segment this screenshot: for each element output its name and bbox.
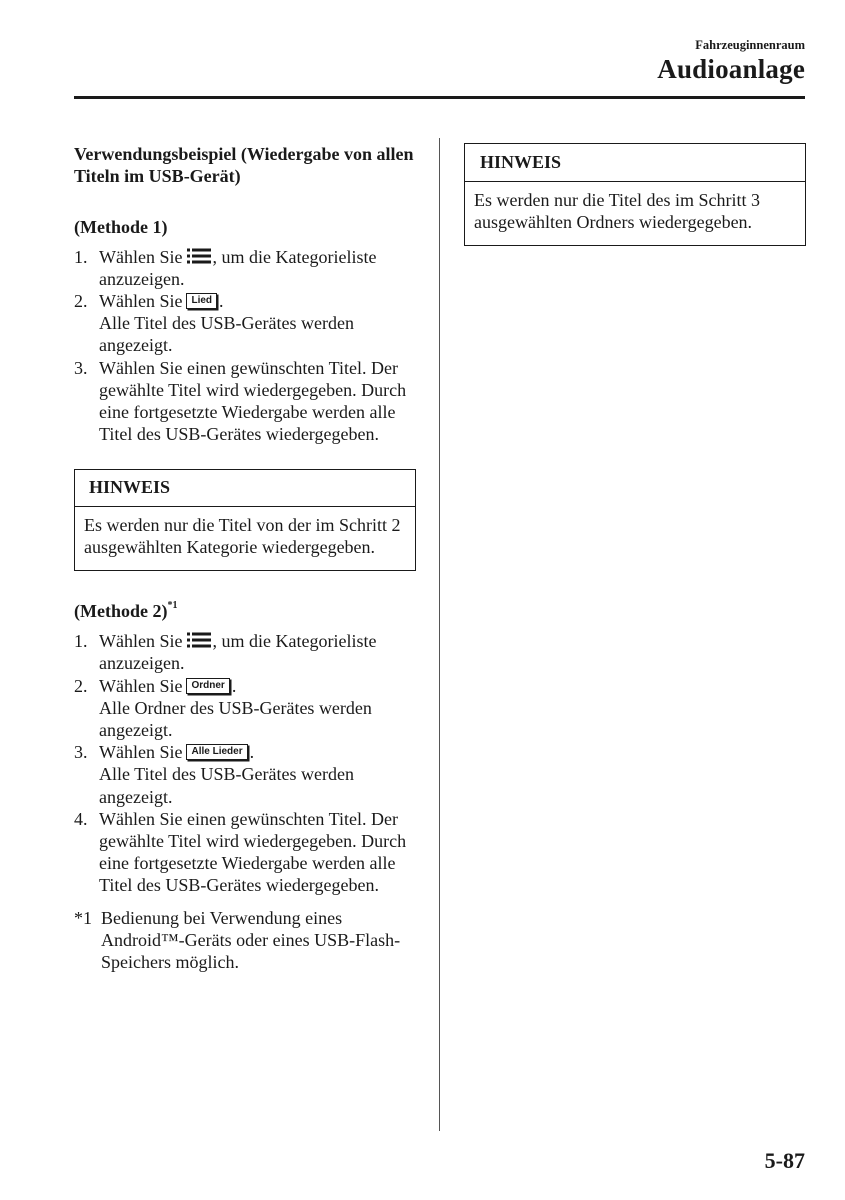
list-item — [74, 675, 416, 742]
footnote-mark: *1 — [74, 907, 92, 928]
footnote-reference: *1 — [167, 600, 178, 612]
step-number: 2. — [74, 291, 88, 312]
note-body: Es werden nur die Titel des im Schritt 3 ausgewählten Ordners wiedergegeben. — [474, 190, 760, 233]
lied-button: Lied — [186, 293, 217, 309]
footnote — [74, 907, 416, 974]
step-number: 4. — [74, 808, 88, 829]
step-result: Alle Titel des USB-Gerätes werden angezeigt. — [99, 313, 354, 356]
footnote-text: Bedienung bei Verwendung eines Android™-Geräts oder eines USB-Flash-Speichers möglich. — [101, 907, 401, 973]
header-rule — [74, 96, 805, 99]
step-text: Wählen Sie — [99, 631, 183, 652]
step-text: Wählen Sie — [99, 291, 183, 312]
list-item — [74, 357, 416, 446]
right-column — [464, 143, 806, 246]
page-title: Audioanlage — [657, 54, 805, 84]
step-text: . — [249, 742, 255, 763]
list-item — [74, 741, 416, 808]
alle-lieder-button: Alle Lieder — [186, 744, 247, 760]
method1-heading: (Methode 1) — [74, 217, 168, 238]
step-text: Wählen Sie — [99, 675, 183, 696]
category-list-icon — [187, 632, 211, 648]
list-item — [74, 290, 416, 357]
ordner-button: Ordner — [186, 678, 229, 694]
header-section: Fahrzeuginnenraum — [695, 38, 805, 52]
step-text: Wählen Sie — [99, 742, 183, 763]
column-divider — [439, 138, 440, 1131]
category-list-icon — [187, 248, 211, 264]
list-item — [74, 808, 416, 897]
step-number: 3. — [74, 357, 88, 378]
step-result: Alle Ordner des USB-Gerätes werden angezeigt. — [99, 697, 372, 741]
left-column — [74, 143, 416, 973]
step-text: . — [231, 675, 237, 696]
example-heading: Verwendungsbeispiel (Wiedergabe von allen Titeln im USB-Gerät) — [74, 144, 414, 187]
step-text: , um die Kategorieliste anzuzeigen. — [99, 246, 377, 289]
note-box — [74, 469, 416, 571]
step-number: 1. — [74, 246, 88, 267]
note-box — [464, 143, 806, 246]
step-text: , um die Kategorieliste anzuzeigen. — [99, 631, 377, 674]
step-number: 3. — [74, 742, 88, 763]
step-text: . — [219, 291, 224, 312]
list-item — [74, 246, 416, 290]
note-body: Es werden nur die Titel von der im Schritt 2 ausgewählten Kategorie wiedergegeben. — [84, 514, 401, 557]
page-number: 5-87 — [764, 1148, 805, 1173]
step-text: Wählen Sie einen gewünschten Titel. Der gewählte Titel wird wiedergegeben. Durch eine fortgesetzte Wiedergabe werden alle Titel des USB-Gerätes wiedergegeben. — [99, 808, 407, 896]
note-heading: HINWEIS — [75, 470, 415, 506]
method2-steps — [74, 630, 416, 896]
note-heading: HINWEIS — [465, 144, 805, 182]
step-text: Wählen Sie einen gewünschten Titel. Der gewählte Titel wird wiedergegeben. Durch eine fortgesetzte Wiedergabe werden alle Titel des USB-Gerätes wiedergegeben. — [99, 357, 407, 445]
step-number: 2. — [74, 675, 88, 696]
step-number: 1. — [74, 631, 88, 652]
method1-steps — [74, 246, 416, 446]
step-result: Alle Titel des USB-Gerätes werden angezeigt. — [99, 764, 354, 807]
method2-heading: (Methode 2)$^{*1}$ — [74, 600, 178, 622]
list-item — [74, 630, 416, 674]
step-text: Wählen Sie — [99, 246, 183, 267]
